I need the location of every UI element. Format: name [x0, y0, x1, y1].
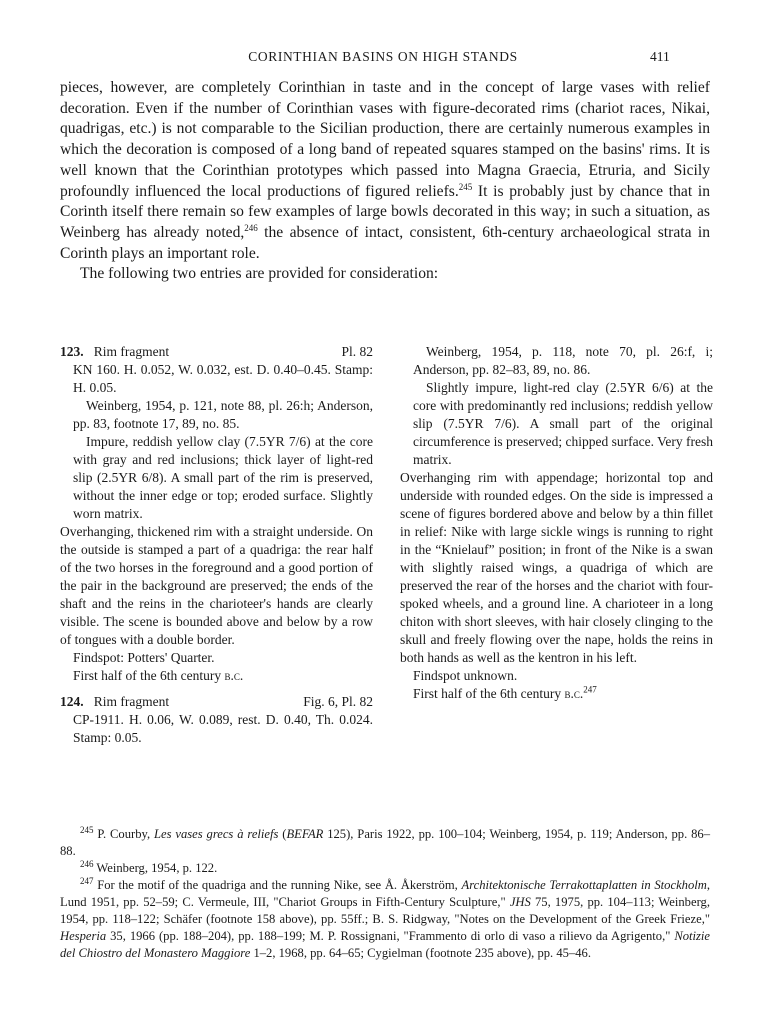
footnote-ref-247[interactable]: 247	[583, 684, 597, 695]
footnote-247-title-1: Architektonische Terrakottaplatten in Stockholm	[461, 878, 707, 892]
intro-text-b: It is probably just by chance that in Corinth itself there remain so few examples of large bowls decorated in this way; in such a situation, as Weinberg has already noted,	[60, 182, 710, 241]
entry-124-number: 124.	[60, 694, 84, 709]
intro-paragraph-2: The following two entries are provided for consideration:	[80, 265, 439, 283]
entry-123-date-era: b.c.	[224, 668, 244, 683]
entry-123-plate: Pl. 82	[341, 344, 373, 359]
footnote-ref-245[interactable]: 245	[458, 181, 473, 192]
entry-124-fabric: Slightly impure, light-red clay (2.5YR 6/6) at the core with predominantly red inclusions; reddish yellow slip (7.5YR 7/6). A small part of the original circumference is preserved; chipped surface. Very fresh matrix.	[413, 380, 713, 467]
entry-123-heading	[60, 343, 373, 361]
entry-124-date	[400, 685, 713, 703]
footnote-246	[60, 860, 710, 877]
entry-123-inventory: KN 160. H. 0.052, W. 0.032, est. D. 0.40–0.45. Stamp: H. 0.05.	[73, 362, 373, 395]
entry-123-bibliography: Weinberg, 1954, p. 121, note 88, pl. 26:h; Anderson, pp. 83, footnote 17, 89, no. 85.	[73, 398, 373, 431]
footnote-247-text-e: 1–2, 1968, pp. 64–65; Cygielman (footnote 235 above), pp. 45–46.	[250, 946, 591, 960]
entry-123-date	[60, 667, 373, 685]
footnote-247	[60, 877, 710, 962]
footnote-245-text: P. Courby,	[93, 827, 154, 841]
footnote-247-journal-hesperia: Hesperia	[60, 929, 107, 943]
entry-123-description: Overhanging, thickened rim with a straight underside. On the outside is stamped a part of a quadriga: the rear half of the two horses in the foreground and a good portion of the pair in the background are preserved; the ends of the shaft and the reins in the charioteer's hands are clearly visible. The scene is bounded above and below by a row of tongues with a double border.	[60, 524, 373, 647]
catalogue-column-left	[60, 343, 373, 747]
footnote-245	[60, 826, 710, 860]
entry-124-date-text: First half of the 6th century	[413, 686, 565, 701]
entry-124-bibliography: Weinberg, 1954, p. 118, note 70, pl. 26:f, i; Anderson, pp. 82–83, 89, no. 86.	[413, 344, 713, 377]
footnote-247-text-d: 35, 1966 (pp. 188–204), pp. 188–199; M. P. Rossignani, "Frammento di orlo di vaso a rilievo da Agrigento,"	[106, 929, 675, 943]
entry-124-description: Overhanging rim with appendage; horizontal top and underside with rounded edges. On the side is impressed a scene of figures bordered above and below by a thin fillet in relief: Nike with large sickle wings is running to right in the “Knielauf” position; in front of the Nike is a swan with slightly raised wings, a quadriga of which are preserved the rear of the horses and the chariot with four-spoked wheels, and a ground line. A charioteer in a long chiton with short sleeves, with hair closely clinging to the skull and freely flowing over the nape, holds the reins in both hands as well as the kentron in his left.	[400, 470, 713, 665]
footnote-245-title: Les vases grecs à reliefs	[154, 827, 279, 841]
footnote-247-text: For the motif of the quadriga and the running Nike, see Å. Åkerström,	[93, 878, 462, 892]
entry-123-number: 123.	[60, 344, 84, 359]
footnotes	[60, 826, 710, 962]
page-number: 411	[650, 49, 670, 64]
entry-123-findspot: Findspot: Potters' Quarter.	[73, 650, 215, 665]
footnote-245-number: 245	[80, 824, 94, 835]
intro-paragraph-1	[60, 78, 710, 264]
footnote-247-title-2: Notizie del Chiostro del Monastero Maggiore	[60, 929, 710, 960]
entry-123-fabric: Impure, reddish yellow clay (7.5YR 7/6) at the core with gray and red inclusions; thick layer of light-red slip (2.5YR 6/8). A small part of the rim is preserved, without the inner edge or top; eroded surface. Slightly worn matrix.	[73, 434, 373, 521]
footnote-247-text-c: 75, 1975, pp. 104–113; Weinberg, 1954, pp. 118–122; Schäfer (footnote 158 above), pp. 55ff.; B. S. Ridgway, "Notes on the Development of the Greek Frieze,"	[60, 895, 710, 926]
entry-124-heading	[60, 693, 373, 711]
footnote-246-text: Weinberg, 1954, p. 122.	[93, 861, 218, 875]
footnote-246-number: 246	[80, 858, 94, 869]
entry-124-inventory: CP-1911. H. 0.06, W. 0.089, rest. D. 0.40, Th. 0.024. Stamp: 0.05.	[73, 712, 373, 745]
footnote-ref-246[interactable]: 246	[244, 222, 258, 233]
running-header-title: CORINTHIAN BASINS ON HIGH STANDS	[248, 49, 518, 64]
entry-124-date-era: b.c.	[564, 686, 584, 701]
footnote-245-text-c: 125), Paris 1922, pp. 100–104; Weinberg, 1954, p. 119; Anderson, pp. 86–88.	[60, 827, 710, 858]
footnote-245-series: BEFAR	[286, 827, 324, 841]
footnote-247-journal-jhs: JHS	[509, 895, 531, 909]
catalogue-column-right	[400, 343, 713, 703]
footnote-245-text-b: (	[278, 827, 287, 841]
entry-124-title: Rim fragment	[93, 694, 170, 709]
entry-124-findspot: Findspot unknown.	[413, 668, 518, 683]
intro-text	[60, 78, 710, 285]
entry-124-plate: Fig. 6, Pl. 82	[303, 694, 373, 709]
footnote-247-number: 247	[80, 875, 94, 886]
intro-text-a: pieces, however, are completely Corinthian in taste and in the concept of large vases with relief decoration. Even if the number of Corinthian vases with figure-decorated rims (chariot races, Nikai, quadrigas, etc.) is not comparable to the Sicilian production, there are certainly numerous examples in which the decoration is composed of a long band of repeated squares stamped on the basins' rims. It is well known that the Corinthian prototypes which passed into Magna Graecia, Etruria, and Sicily profoundly influenced the local productions of figured reliefs.	[60, 79, 710, 200]
entry-123-date-text: First half of the 6th century	[73, 668, 225, 683]
entry-123-title: Rim fragment	[93, 344, 170, 359]
footnote-247-text-b: , Lund 1951, pp. 52–59; C. Vermeule, III, "Chariot Groups in Fifth-Century Sculpture,"	[60, 878, 711, 909]
intro-text-c: the absence of intact, consistent, 6th-century archaeological strata in Corinth plays an important role.	[60, 223, 710, 262]
